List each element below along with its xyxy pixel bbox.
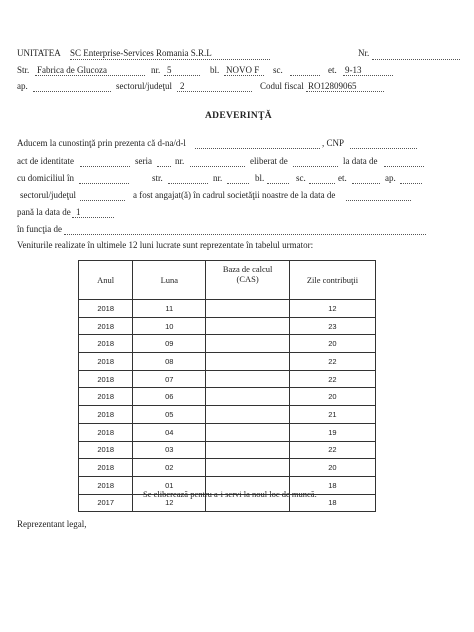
sector-dom-line [80, 200, 125, 201]
sc-dom-line [309, 183, 335, 184]
cell-luna: 06 [133, 388, 206, 406]
cell-zile: 23 [289, 317, 375, 335]
header-zile: Zile contribuţii [289, 261, 375, 300]
cell-anul: 2018 [79, 370, 133, 388]
body-line2-b: seria [135, 156, 152, 166]
cell-baza [206, 300, 290, 318]
et-value: 9-13 [345, 65, 362, 75]
body-line3-d: bl. [255, 173, 265, 183]
unitatea-line [70, 59, 270, 60]
cell-baza [206, 406, 290, 424]
cell-luna: 07 [133, 370, 206, 388]
body-line2-a: act de identitate [17, 156, 74, 166]
footer-note: Se eliberează pentru a-i servi la noul loc de muncă. [143, 489, 317, 499]
data-line [384, 166, 424, 167]
table-row [79, 353, 376, 371]
body-line1-a: Aducem la cunostinţă prin prezenta că d-na/d-l [17, 138, 186, 148]
table-row [79, 317, 376, 335]
body-line4-a: sectorul/judeţul [20, 190, 76, 200]
sector-value: 2 [180, 81, 185, 91]
cell-anul: 2018 [79, 459, 133, 477]
cell-luna: 05 [133, 406, 206, 424]
body-line3-b: str. [152, 173, 163, 183]
cell-anul: 2018 [79, 423, 133, 441]
cell-baza [206, 317, 290, 335]
cell-baza [206, 353, 290, 371]
cell-anul: 2018 [79, 317, 133, 335]
seria-line [157, 166, 171, 167]
cell-baza [206, 423, 290, 441]
nr-dom-line [227, 183, 249, 184]
angajat-line [346, 200, 411, 201]
cell-zile: 22 [289, 353, 375, 371]
cell-zile: 18 [289, 476, 375, 494]
bl-value: NOVO F [226, 65, 260, 75]
table-row [79, 388, 376, 406]
document-title: ADEVERINŢĂ [205, 111, 272, 121]
cell-luna: 02 [133, 459, 206, 477]
body-line3-c: nr. [213, 173, 223, 183]
body-line3-g: ap. [385, 173, 396, 183]
bl-line [224, 75, 264, 76]
cell-zile: 20 [289, 388, 375, 406]
body-line7: Veniturile realizate în ultimele 12 luni lucrate sunt reprezentate în tabelul urmator: [17, 240, 314, 250]
cell-luna: 01 [133, 476, 206, 494]
cell-anul: 2018 [79, 388, 133, 406]
cell-anul: 2017 [79, 494, 133, 512]
cell-baza [206, 441, 290, 459]
str-label: Str. [17, 65, 30, 75]
sector-line [177, 91, 252, 92]
ap-line [33, 91, 111, 92]
cell-luna: 10 [133, 317, 206, 335]
signature-label: Reprezentant legal, [17, 519, 87, 529]
nr2-line [164, 75, 200, 76]
header-baza: Baza de calcul (CAS) [206, 261, 290, 300]
cell-zile: 22 [289, 370, 375, 388]
cell-anul: 2018 [79, 476, 133, 494]
cell-zile: 19 [289, 423, 375, 441]
body-line2-d: eliberat de [250, 156, 288, 166]
nr2-label: nr. [151, 65, 161, 75]
body-line2-c: nr. [175, 156, 185, 166]
header-luna: Luna [133, 261, 206, 300]
str-line [35, 75, 145, 76]
cod-value: RO12809065 [308, 81, 357, 91]
bl-label: bl. [210, 65, 220, 75]
table-row [79, 441, 376, 459]
ap-label: ap. [17, 81, 28, 91]
cell-anul: 2018 [79, 300, 133, 318]
cell-anul: 2018 [79, 406, 133, 424]
table-row [79, 300, 376, 318]
cell-zile: 12 [289, 300, 375, 318]
cod-line [306, 91, 384, 92]
table-header-row [79, 261, 376, 300]
cell-luna: 03 [133, 441, 206, 459]
et-label: et. [328, 65, 337, 75]
income-table [78, 260, 376, 512]
cell-zile: 20 [289, 335, 375, 353]
body-line4-b: a fost angajat(ă) în cadrul societăţii noastre de la data de [133, 190, 336, 200]
body-line3-f: et. [338, 173, 347, 183]
str-value: Fabrica de Glucoza [37, 65, 107, 75]
cell-baza [206, 335, 290, 353]
functie-line [64, 234, 426, 235]
nr-label: Nr. [358, 48, 370, 58]
unitatea-label: UNITATEA [17, 48, 61, 58]
domiciliu-line [79, 183, 129, 184]
nr2-value: 5 [167, 65, 172, 75]
name-line [195, 148, 320, 149]
cell-luna: 08 [133, 353, 206, 371]
cell-baza [206, 370, 290, 388]
cell-zile: 22 [289, 441, 375, 459]
et-dom-line [352, 183, 380, 184]
cell-anul: 2018 [79, 441, 133, 459]
cell-baza [206, 388, 290, 406]
cell-zile: 18 [289, 494, 375, 512]
pana-line [72, 217, 114, 218]
sc-line [290, 75, 320, 76]
cell-zile: 21 [289, 406, 375, 424]
cell-zile: 20 [289, 459, 375, 477]
nr-id-line [190, 166, 245, 167]
table-row [79, 459, 376, 477]
body-line5-a: pană la data de [17, 207, 71, 217]
bl-dom-line [267, 183, 289, 184]
body-line6-a: în funcţia de [17, 224, 62, 234]
table-row [79, 370, 376, 388]
table-row [79, 406, 376, 424]
eliberat-line [293, 166, 338, 167]
body-line2-e: la data de [343, 156, 378, 166]
cnp-line [350, 148, 417, 149]
table-row [79, 423, 376, 441]
sector-label: sectorul/judeţul [116, 81, 172, 91]
cell-anul: 2018 [79, 353, 133, 371]
cell-luna: 12 [133, 494, 206, 512]
sc-label: sc. [273, 65, 283, 75]
body-line3-a: cu domiciliul în [17, 173, 74, 183]
body-line5-b: 1 [76, 207, 81, 217]
body-line1-b: , CNP [322, 138, 345, 148]
body-line3-e: sc. [296, 173, 306, 183]
cell-luna: 04 [133, 423, 206, 441]
cell-luna: 09 [133, 335, 206, 353]
table-row [79, 335, 376, 353]
id-line [80, 166, 130, 167]
cell-baza [206, 459, 290, 477]
et-line [343, 75, 393, 76]
ap-dom-line [400, 183, 422, 184]
header-anul: Anul [79, 261, 133, 300]
cod-label: Codul fiscal [260, 81, 304, 91]
unitatea-value: SC Enterprise-Services Romania S.R.L [70, 48, 212, 58]
str-dom-line [168, 183, 208, 184]
cell-luna: 11 [133, 300, 206, 318]
nr-line [372, 59, 460, 60]
cell-anul: 2018 [79, 335, 133, 353]
